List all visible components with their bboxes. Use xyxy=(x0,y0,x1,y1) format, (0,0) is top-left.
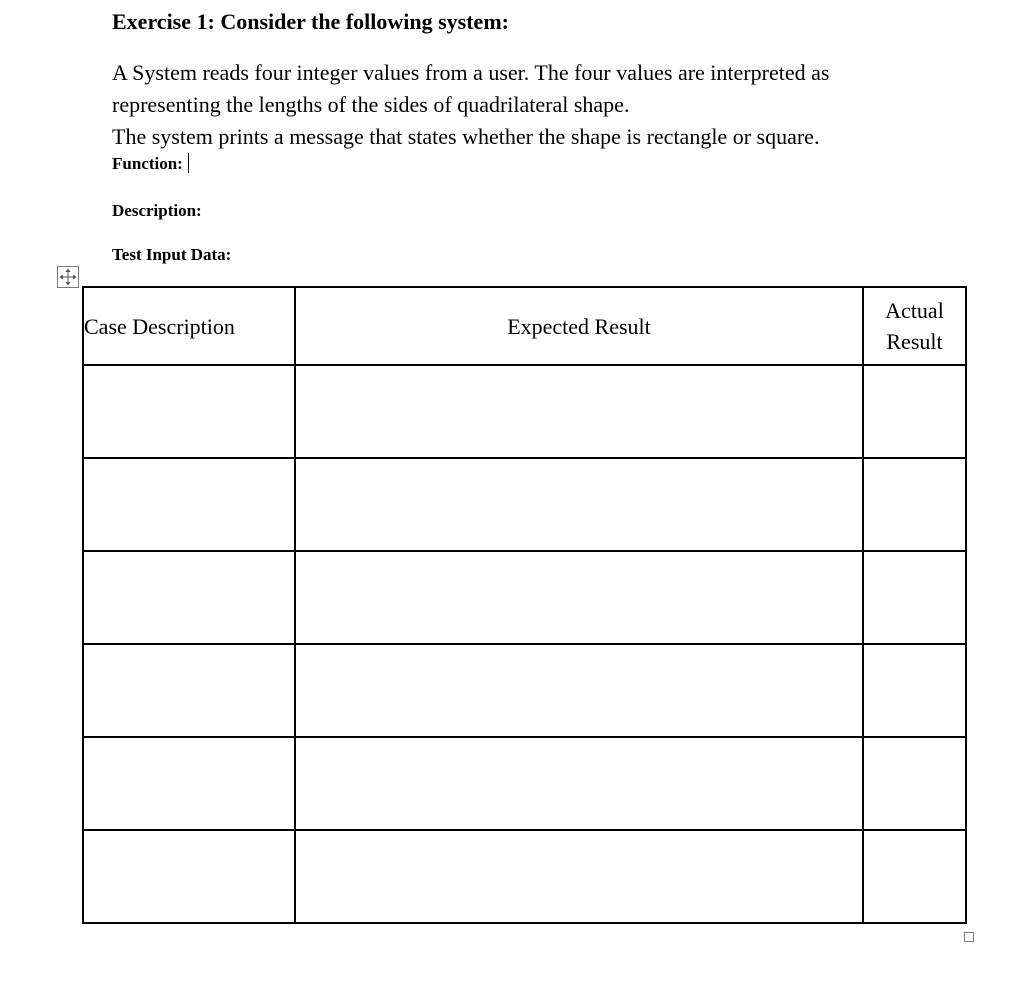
move-arrows-icon xyxy=(58,267,78,287)
table-cell-actual[interactable] xyxy=(863,830,966,923)
table-move-handle[interactable] xyxy=(57,266,79,288)
function-label: Function: xyxy=(112,154,183,173)
text-caret xyxy=(188,153,189,173)
table-cell-expected[interactable] xyxy=(295,644,863,737)
table-cell-actual[interactable] xyxy=(863,365,966,458)
table-resize-handle[interactable] xyxy=(964,932,974,942)
table-cell-case[interactable] xyxy=(83,830,295,923)
table-row xyxy=(83,365,966,458)
table-cell-expected[interactable] xyxy=(295,737,863,830)
table-row xyxy=(83,458,966,551)
table-cell-actual[interactable] xyxy=(863,458,966,551)
table-cell-actual[interactable] xyxy=(863,737,966,830)
table-cell-case[interactable] xyxy=(83,644,295,737)
table-row xyxy=(83,737,966,830)
table-row xyxy=(83,830,966,923)
description-label: Description: xyxy=(112,201,202,220)
header-actual-line1: Actual xyxy=(885,298,944,323)
table-cell-case[interactable] xyxy=(83,365,295,458)
table-cell-actual[interactable] xyxy=(863,551,966,644)
table-row xyxy=(83,551,966,644)
header-expected-result[interactable]: Expected Result xyxy=(295,287,863,365)
table-cell-expected[interactable] xyxy=(295,365,863,458)
paragraph-line-2: representing the lengths of the sides of quadrilateral shape. xyxy=(112,92,630,117)
paragraph-line-3: The system prints a message that states whether the shape is rectangle or square. xyxy=(112,124,820,149)
paragraph-line-1: A System reads four integer values from a user. The four values are interpreted as xyxy=(112,60,830,85)
table-cell-case[interactable] xyxy=(83,458,295,551)
table-row xyxy=(83,644,966,737)
table-cell-expected[interactable] xyxy=(295,551,863,644)
table-cell-expected[interactable] xyxy=(295,458,863,551)
table-header-row xyxy=(83,287,966,365)
table-cell-actual[interactable] xyxy=(863,644,966,737)
table-cell-case[interactable] xyxy=(83,551,295,644)
header-actual-result[interactable] xyxy=(863,287,966,365)
test-case-table xyxy=(82,286,967,924)
table-cell-expected[interactable] xyxy=(295,830,863,923)
header-case-description[interactable]: Case Description xyxy=(83,287,295,365)
function-line[interactable] xyxy=(112,152,189,176)
table-cell-case[interactable] xyxy=(83,737,295,830)
test-input-label: Test Input Data: xyxy=(112,245,232,264)
header-actual-line2: Result xyxy=(886,329,943,354)
exercise-heading: Exercise 1: Consider the following system: xyxy=(112,9,509,34)
